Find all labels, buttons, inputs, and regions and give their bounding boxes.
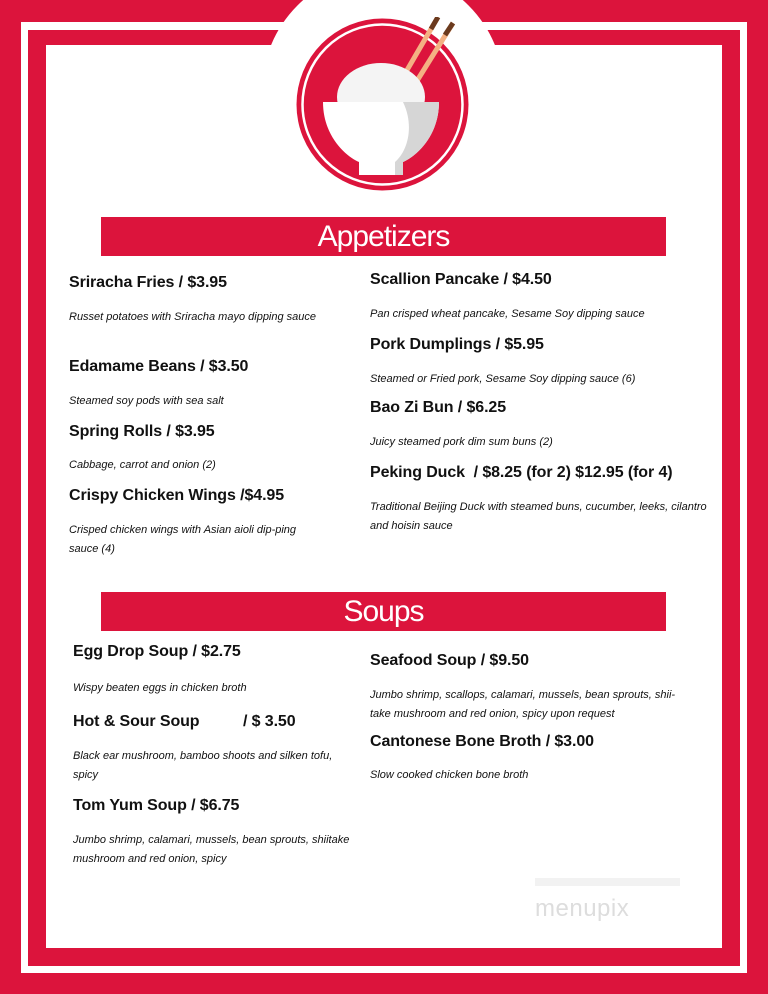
section-heading-appetizers: Appetizers	[101, 217, 666, 256]
menu-item-title: Cantonese Bone Broth / $3.00	[370, 733, 594, 750]
menu-item-description: Cabbage, carrot and onion (2)	[69, 459, 216, 471]
menu-item-description: Black ear mushroom, bamboo shoots and silken tofu, spicy	[73, 750, 333, 781]
menu-item-description: Russet potatoes with Sriracha mayo dipping sauce	[69, 311, 317, 323]
menu-item-description: Traditional Beijing Duck with steamed buns, cucumber, leeks, cilantro and hoisin sauce	[370, 501, 707, 532]
menu-item-title: Seafood Soup / $9.50	[370, 652, 529, 669]
menu-item-description: Jumbo shrimp, calamari, mussels, bean sprouts, shiitake mushroom and red onion, spicy	[73, 834, 350, 865]
watermark: menupix	[535, 895, 630, 922]
menu-item-title: Peking Duck / $8.25 (for 2) $12.95 (for 4)	[370, 464, 673, 481]
section-heading-soups: Soups	[101, 592, 666, 631]
menu-item-description: Steamed or Fried pork, Sesame Soy dipping sauce (6)	[370, 373, 636, 385]
menu-item-title: Pork Dumplings / $5.95	[370, 336, 544, 353]
rice-bowl-with-chopsticks-icon	[295, 17, 470, 192]
menu-item-description: Jumbo shrimp, scallops, calamari, mussels, bean sprouts, shii-take mushroom and red onion, spicy upon request	[370, 689, 676, 720]
menu-item-title: Bao Zi Bun / $6.25	[370, 399, 507, 416]
menu-item-description: Slow cooked chicken bone broth	[370, 769, 529, 781]
menu-item-title: Scallion Pancake / $4.50	[370, 271, 552, 288]
menu-item-description: Crisped chicken wings with Asian aioli dip-ping sauce (4)	[69, 524, 297, 555]
menu-item-description: Pan crisped wheat pancake, Sesame Soy dipping sauce	[370, 308, 645, 320]
menu-item-description: Wispy beaten eggs in chicken broth	[73, 682, 247, 694]
menu-item-description: Juicy steamed pork dim sum buns (2)	[370, 436, 553, 448]
menu-item-title: Edamame Beans / $3.50	[69, 358, 249, 375]
menu-item-title: Tom Yum Soup / $6.75	[73, 797, 240, 814]
menu-item-title: Crispy Chicken Wings /$4.95	[69, 487, 285, 504]
watermark-subtext	[535, 878, 680, 886]
menu-item-description: Steamed soy pods with sea salt	[69, 395, 224, 407]
menu-item-title: Egg Drop Soup / $2.75	[73, 643, 241, 660]
menu-item-title: Spring Rolls / $3.95	[69, 423, 215, 440]
menu-item-title: Hot & Sour Soup / $ 3.50	[73, 713, 296, 730]
menu-item-title: Sriracha Fries / $3.95	[69, 274, 227, 291]
